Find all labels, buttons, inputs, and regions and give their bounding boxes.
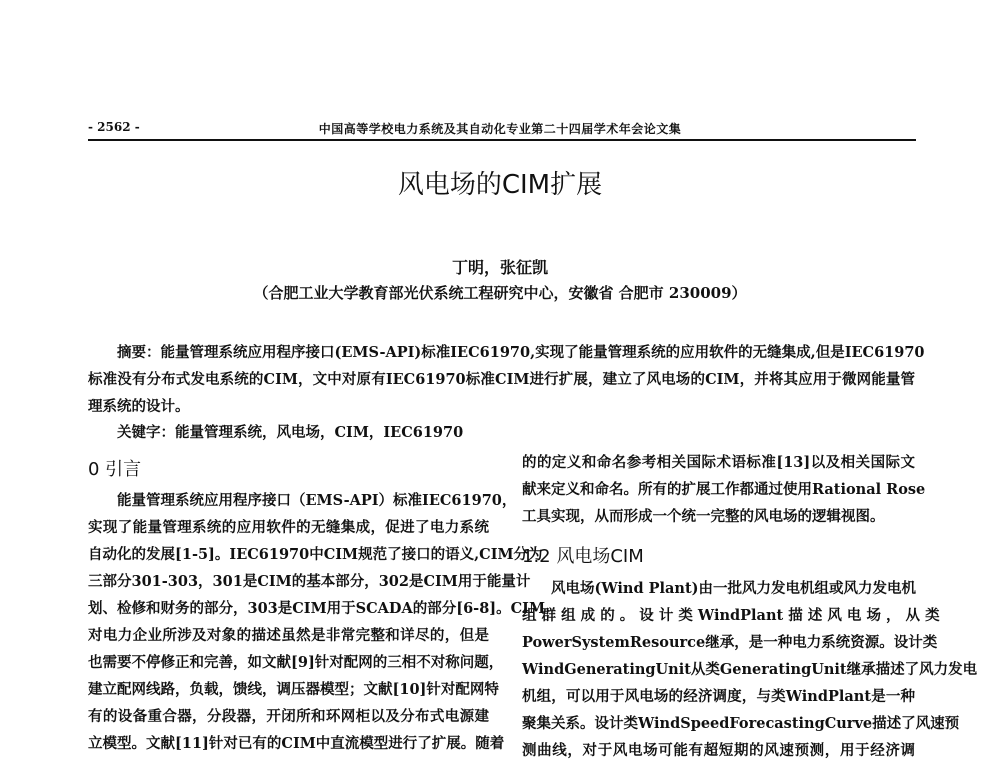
body-text-line: 测曲线，对于风电场可能有超短期的风速预测，用于经济调 — [522, 742, 915, 759]
body-text-line: 自动化的发展[1-5]。IEC61970中CIM规范了接口的语义,CIM分为 — [88, 546, 543, 563]
body-text-line: WindGeneratingUnit从类GeneratingUnit继承描述了风力发电 — [522, 661, 978, 678]
body-text-line: 机组，可以用于风电场的经济调度，与类WindPlant是一种 — [522, 688, 915, 705]
body-text-line: 也需要不停修正和完善，如文献[9]针对配网的三相不对称问题， — [88, 654, 504, 671]
body-text-line: 聚集关系。设计类WindSpeedForecastingCurve描述了风速预 — [522, 715, 960, 732]
body-text-line: 划、检修和财务的部分，303是CIM用于SCADA的部分[6-8]。CIM — [88, 600, 546, 617]
body-text-line: 的的定义和命名参考相关国际术语标准[13]以及相关国际文 — [522, 454, 915, 471]
body-text-line: 能量管理系统应用程序接口（EMS-API）标准IEC61970， — [117, 492, 517, 509]
body-text-line: 有的设备重合器，分段器，开闭所和环网柜以及分布式电源建 — [88, 708, 489, 725]
body-text-line: 建立配网线路，负载，馈线，调压器模型；文献[10]针对配网特 — [88, 681, 499, 698]
page-number: - 2562 - — [88, 120, 140, 134]
section-heading-introduction: 0 引言 — [88, 459, 142, 480]
paper-title: 风电场的CIM扩展 — [397, 170, 603, 200]
body-text-line: 三部分301-303，301是CIM的基本部分，302是CIM用于能量计 — [88, 573, 531, 590]
abstract-line: 摘要：能量管理系统应用程序接口(EMS-API)标准IEC61970,实现了能量管理系统的应用软件的无缝集成,但是IEC61970 — [117, 344, 925, 361]
running-header: 中国高等学校电力系统及其自动化专业第二十四届学术年会论文集 — [318, 122, 682, 136]
body-text-line: 对电力企业所涉及对象的描述虽然是非常完整和详尽的，但是 — [88, 627, 489, 644]
abstract-line: 理系统的设计。 — [88, 398, 190, 415]
body-text-line: 风电场(Wind Plant)由一批风力发电机组或风力发电机 — [551, 580, 917, 597]
keywords: 关键字：能量管理系统，风电场，CIM，IEC61970 — [117, 424, 464, 441]
header-rule — [88, 139, 916, 141]
body-text-line: 工具实现，从而形成一个统一完整的风电场的逻辑视图。 — [522, 508, 885, 525]
body-text-line: 立模型。文献[11]针对已有的CIM中直流模型进行了扩展。随着 — [88, 735, 505, 752]
affiliation: （合肥工业大学教育部光伏系统工程研究中心，安徽省 合肥市 230009） — [253, 284, 747, 302]
body-text-line: PowerSystemResource继承，是一种电力系统资源。设计类 — [522, 634, 938, 651]
abstract-line: 标准没有分布式发电系统的CIM，文中对原有IEC61970标准CIM进行扩展，建立了风电场的CIM，并将其应用于微网能量管 — [88, 371, 915, 388]
body-text-line: 实现了能量管理系统的应用软件的无缝集成，促进了电力系统 — [88, 519, 489, 536]
body-text-line: 组 群 组 成 的 。 设 计 类 WindPlant 描 述 风 电 场 ， 从 类 — [522, 607, 940, 624]
section-heading-wind-plant-cim: 1.2 风电场CIM — [522, 546, 644, 567]
authors: 丁明，张征凯 — [451, 258, 548, 277]
body-text-line: 献来定义和命名。所有的扩展工作都通过使用Rational Rose — [522, 481, 926, 498]
